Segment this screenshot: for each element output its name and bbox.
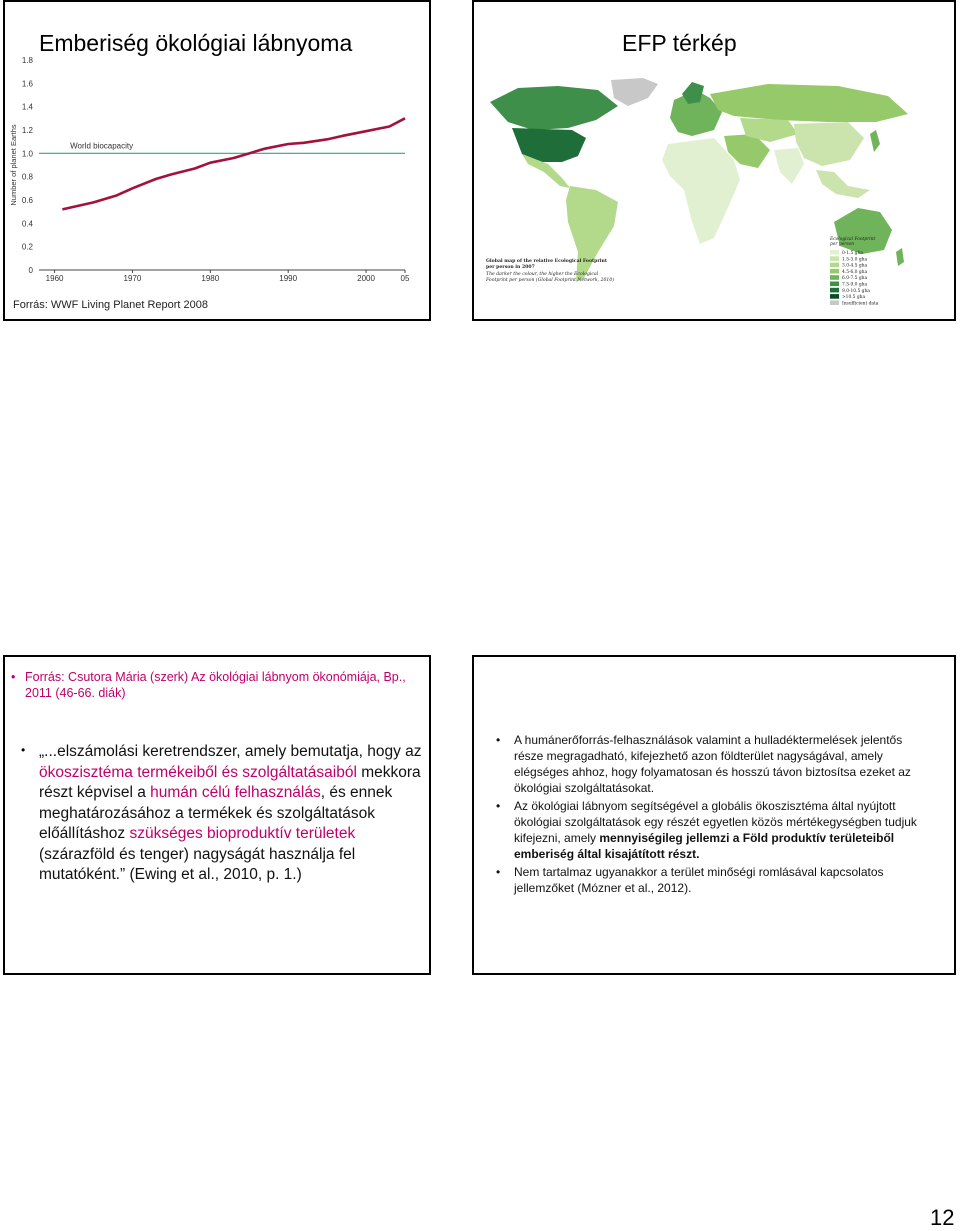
footprint-series-line xyxy=(62,118,405,209)
map-caption-line3: The darker the colour, the higher the Ecological xyxy=(486,272,599,277)
y-tick-label: 0.2 xyxy=(21,242,33,252)
source-bullet: • xyxy=(11,670,16,684)
legend-swatch xyxy=(830,282,839,287)
legend-label: 1.5-3.0 gha xyxy=(842,257,868,263)
bullet-item-2-bold: mennyiségileg jellemzi a Föld produktív területeiből emberiség által kisajátított részt. xyxy=(514,831,895,861)
x-tick-label: 05 xyxy=(400,274,410,283)
legend-swatch xyxy=(830,288,839,293)
legend-label: 4.5-6.0 gha xyxy=(842,269,868,275)
legend-swatch xyxy=(830,263,839,268)
legend-label: 7.5-9.0 gha xyxy=(842,282,868,288)
legend-label: 6.0-7.5 gha xyxy=(842,276,868,282)
biocapacity-label: World biocapacity xyxy=(70,141,134,151)
world-footprint-map xyxy=(478,72,952,314)
slide1-title: Emberiség ökológiai lábnyoma xyxy=(39,30,353,56)
legend-title-line1: Ecological Footprint xyxy=(830,237,876,242)
legend-swatch xyxy=(830,294,839,299)
y-axis-label: Number of planet Earths xyxy=(9,124,18,206)
slide-definition xyxy=(3,655,431,975)
y-tick-label: 1.0 xyxy=(21,149,33,159)
y-tick-label: 0 xyxy=(28,266,33,275)
y-tick-label: 1.8 xyxy=(21,56,33,65)
y-tick-label: 0.6 xyxy=(21,196,33,205)
definition-text xyxy=(39,742,424,886)
legend-label: 3.0-4.5 gha xyxy=(842,263,868,269)
legend-swatch xyxy=(830,256,839,261)
definition-bullet: • xyxy=(21,743,26,757)
bullet-item-1-text: A humánerőforrás-felhasználások valamint a hulladéktermelések jelentős része megragadható, kifejezhető azon földterület nagyságával, amely elégséges ahhoz, hogy folyamatosan és hosszú távon biztosítsa ezeket az ökológiai szolgáltatásokat. xyxy=(514,733,911,795)
slide2-title: EFP térkép xyxy=(622,30,737,56)
legend-label: 9.0-10.5 gha xyxy=(842,288,870,294)
y-tick-label: 0.8 xyxy=(21,172,33,182)
y-tick-label: 1.4 xyxy=(21,102,33,112)
legend-swatch xyxy=(830,250,839,255)
definition-part-3: mekkora részt képvisel a xyxy=(39,763,421,801)
bullet-marker: • xyxy=(496,799,501,813)
footprint-chart xyxy=(5,52,429,288)
slide-ecological-footprint xyxy=(3,0,431,321)
page-number: 12 xyxy=(930,1205,955,1230)
definition-part-1: „...elszámolási keretrendszer, amely bemutatja, hogy az xyxy=(39,743,422,760)
legend-label: Insufficient data xyxy=(842,301,879,307)
bullet-marker: • xyxy=(496,733,501,747)
source-text: Forrás: Csutora Mária (szerk) Az ökológiai lábnyom ökonómiája, Bp., 2011 (46-66. diák) xyxy=(25,670,406,700)
definition-highlight-bioproductive: szükséges bioproduktív területek xyxy=(129,825,356,842)
map-caption-line2: per person in 2007 xyxy=(486,265,535,270)
map-caption-line4: Footprint per person (Global Footprint Network, 2010) xyxy=(486,278,615,283)
definition-part-5: , és ennek meghatározásához a termékek és szolgáltatások előállításhoz xyxy=(39,784,393,842)
y-tick-label: 1.2 xyxy=(21,126,33,135)
legend-label: 0-1.5 gha xyxy=(842,251,863,256)
legend-swatch xyxy=(830,269,839,274)
definition-highlight-human-use: humán célú felhasználás xyxy=(150,784,321,801)
bullet-list xyxy=(494,732,934,898)
legend-title-line2: per person xyxy=(830,242,855,247)
y-tick-label: 1.6 xyxy=(21,79,33,89)
slide-efp-map xyxy=(472,0,956,321)
bullet-item-1 xyxy=(494,732,934,796)
bullet-item-3 xyxy=(494,864,934,896)
bullet-item-2-text: Az ökológiai lábnyom segítségével a globális ökoszisztéma által nyújtott ökológiai szolgáltatások egy részét egyetlen közös mértékegységben tudjuk kifejezni, amely xyxy=(514,799,917,845)
definition-highlight-ecosystem: ökoszisztéma termékeiből és szolgáltatásaiból xyxy=(39,763,357,781)
x-tick-label: 1980 xyxy=(201,274,220,283)
legend-swatch xyxy=(830,300,839,305)
definition-part-7: (szárazföld és tenger) nagyságát használja fel mutatóként.” (Ewing et al., 2010, p. 1.) xyxy=(39,845,356,883)
bullet-marker: • xyxy=(496,865,501,879)
x-tick-label: 1970 xyxy=(123,274,142,283)
x-tick-label: 1960 xyxy=(45,274,64,283)
x-tick-label: 1990 xyxy=(279,274,298,283)
slide1-source: Forrás: WWF Living Planet Report 2008 xyxy=(13,299,209,311)
legend-label: >10.5 gha xyxy=(842,295,866,301)
slide3-source xyxy=(11,669,425,701)
bullet-item-3-text: Nem tartalmaz ugyanakkor a terület minőségi romlásával kapcsolatos jellemzőket (Mózner et al., 2012). xyxy=(514,865,884,895)
x-tick-label: 2000 xyxy=(357,274,375,283)
legend-swatch xyxy=(830,275,839,280)
slide-bullets xyxy=(472,655,956,975)
map-caption-line1: Global map of the relative Ecological Footprint xyxy=(486,259,608,264)
bullet-item-2 xyxy=(494,798,934,862)
y-tick-label: 0.4 xyxy=(21,219,33,229)
